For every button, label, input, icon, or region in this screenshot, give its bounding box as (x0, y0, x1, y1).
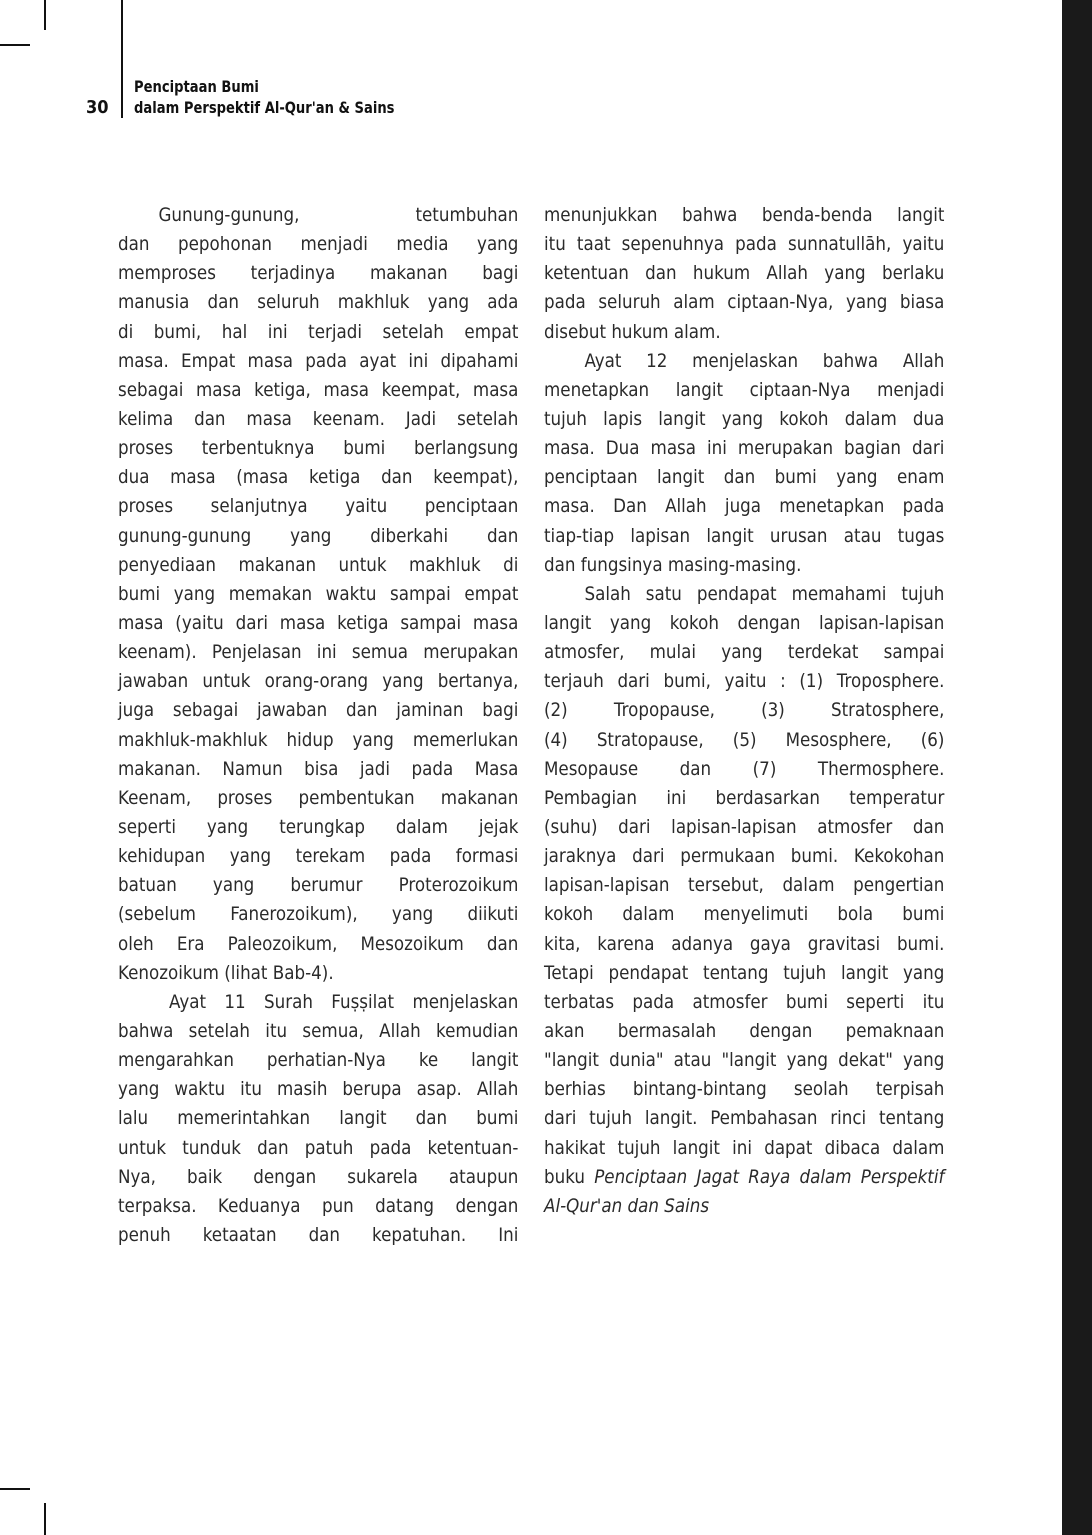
text-line: terjauh dari bumi, yaitu : (1) Troposphere. (544, 670, 945, 693)
text-line: masa. Empat masa pada ayat ini dipahami (118, 349, 519, 372)
text-line: kita, karena adanya gaya gravitasi bumi. (544, 932, 945, 955)
text-line: Mesopause dan (7) Thermosphere. (544, 757, 945, 780)
text-line: kokoh dalam menyelimuti bola bumi (544, 903, 945, 926)
text-line: sebagai masa ketiga, masa keempat, masa (118, 378, 519, 401)
crop-mark-bottom-vertical (44, 1503, 46, 1535)
crop-mark-bottom-horizontal (0, 1488, 30, 1490)
text-line: (2) Tropopause, (3) Stratosphere, (544, 699, 945, 722)
text-line: Gunung-gunung, tetumbuhan (158, 204, 519, 226)
text-line: akan bermasalah dengan pemaknaan (544, 1019, 945, 1042)
crop-mark-top-vertical (44, 0, 46, 30)
text-line: makhluk-makhluk hidup yang memerlukan (118, 728, 519, 751)
text-line: Kenozoikum (lihat Bab-4). (118, 961, 334, 984)
text-line: Ayat 11 Surah Fuṣṣilat menjelaskan (169, 990, 519, 1013)
text-line: atmosfer, mulai yang terdekat sampai (544, 641, 945, 664)
text-line: di bumi, hal ini terjadi setelah empat (118, 320, 519, 343)
text-line: jawaban untuk orang-orang yang bertanya, (118, 670, 519, 693)
text-line: bahwa setelah itu semua, Allah kemudian (118, 1019, 519, 1042)
text-line: lapisan-lapisan tersebut, dalam pengertian (544, 874, 945, 897)
text-line: yang waktu itu masih berupa asap. Allah (118, 1078, 519, 1101)
running-header-line-1: Penciptaan Bumi (134, 77, 259, 96)
text-line: dari tujuh langit. Pembahasan rinci tentang (544, 1107, 945, 1130)
text-line: penyediaan makanan untuk makhluk di (118, 553, 519, 576)
text-line: proses selanjutnya yaitu penciptaan (118, 495, 519, 518)
text-line: masa (yaitu dari masa ketiga sampai masa (118, 611, 519, 634)
page-edge-bar (1062, 0, 1092, 1535)
text-line: menunjukkan bahwa benda-benda langit (544, 204, 945, 226)
text-line: kehidupan yang terekam pada formasi (118, 845, 519, 868)
text-line: mengarahkan perhatian-Nya ke langit (118, 1049, 519, 1072)
text-line: dan fungsinya masing-masing. (544, 553, 802, 576)
text-line: lalu memerintahkan langit dan bumi (118, 1107, 519, 1130)
text-line: seperti yang terungkap dalam jejak (118, 815, 519, 838)
text-line: Ayat 12 menjelaskan bahwa Allah (584, 349, 945, 372)
text-line: Tetapi pendapat tentang tujuh langit yang (544, 961, 945, 984)
text-line: berhias bintang-bintang seolah terpisah (544, 1078, 945, 1101)
text-line: hakikat tujuh langit ini dapat dibaca dalam (544, 1136, 945, 1159)
text-line: kelima dan masa keenam. Jadi setelah (118, 407, 519, 430)
text-line: memproses terjadinya makanan bagi (118, 262, 519, 285)
text-line: masa. Dua masa ini merupakan bagian dari (544, 437, 945, 460)
text-line: proses terbentuknya bumi berlangsung (118, 437, 519, 460)
text-line: (sebelum Fanerozoikum), yang diikuti (118, 903, 519, 926)
text-line: langit yang kokoh dengan lapisan-lapisan (544, 611, 945, 634)
running-header (134, 76, 394, 118)
text-line: (suhu) dari lapisan-lapisan atmosfer dan (544, 815, 945, 838)
text-line: untuk tunduk dan patuh pada ketentuan- (118, 1136, 519, 1159)
crop-mark-top-horizontal (0, 44, 30, 46)
text-line-book-title: Al-Qur'an dan Sains (544, 1194, 710, 1217)
text-line: "langit dunia" atau "langit yang dekat" yang (544, 1049, 945, 1072)
text-line: Keenam, proses pembentukan makanan (118, 786, 519, 809)
text-line: Pembagian ini berdasarkan temperatur (544, 786, 945, 809)
text-line: itu taat sepenuhnya pada sunnatullāh, yaitu (544, 233, 945, 256)
text-line: tiap-tiap lapisan langit urusan atau tugas (544, 524, 945, 547)
text-line: jaraknya dari permukaan bumi. Kekokohan (544, 845, 945, 868)
text-line: batuan yang berumur Proterozoikum (118, 874, 519, 897)
text-line: masa. Dan Allah juga menetapkan pada (544, 495, 945, 518)
text-line: disebut hukum alam. (544, 320, 721, 343)
text-line: keenam). Penjelasan ini semua merupakan (118, 641, 519, 664)
text-line: tujuh lapis langit yang kokoh dalam dua (544, 407, 945, 430)
left-column (118, 201, 519, 1250)
text-line: terpaksa. Keduanya pun datang dengan (118, 1194, 519, 1217)
text-line: penciptaan langit dan bumi yang enam (544, 466, 945, 489)
text-line: gunung-gunung yang diberkahi dan (118, 524, 519, 547)
text-line: dan pepohonan menjadi media yang (118, 233, 519, 256)
text-line: juga sebagai jawaban dan jaminan bagi (118, 699, 519, 722)
text-line: terbatas pada atmosfer bumi seperti itu (544, 990, 945, 1013)
header-divider-line (121, 0, 123, 118)
text-line: Salah satu pendapat memahami tujuh (584, 582, 945, 605)
text-line-with-book-title: buku Penciptaan Jagat Raya dalam Perspektif (544, 1165, 945, 1188)
text-line: manusia dan seluruh makhluk yang ada (118, 291, 519, 314)
text-line: pada seluruh alam ciptaan-Nya, yang biasa (544, 291, 945, 314)
text-line: ketentuan dan hukum Allah yang berlaku (544, 262, 945, 285)
right-column (544, 201, 945, 1221)
page-number: 30 (86, 97, 109, 118)
text-line: makanan. Namun bisa jadi pada Masa (118, 757, 519, 780)
text-line: bumi yang memakan waktu sampai empat (118, 582, 519, 605)
text-line: Nya, baik dengan sukarela ataupun (118, 1165, 519, 1188)
text-line: dua masa (masa ketiga dan keempat), (118, 466, 519, 489)
text-line: oleh Era Paleozoikum, Mesozoikum dan (118, 932, 519, 955)
text-line: penuh ketaatan dan kepatuhan. Ini (118, 1223, 519, 1246)
text-line: (4) Stratopause, (5) Mesosphere, (6) (544, 728, 945, 751)
text-line: menetapkan langit ciptaan-Nya menjadi (544, 378, 945, 401)
running-header-line-2: dalam Perspektif Al-Qur'an & Sains (134, 98, 395, 117)
